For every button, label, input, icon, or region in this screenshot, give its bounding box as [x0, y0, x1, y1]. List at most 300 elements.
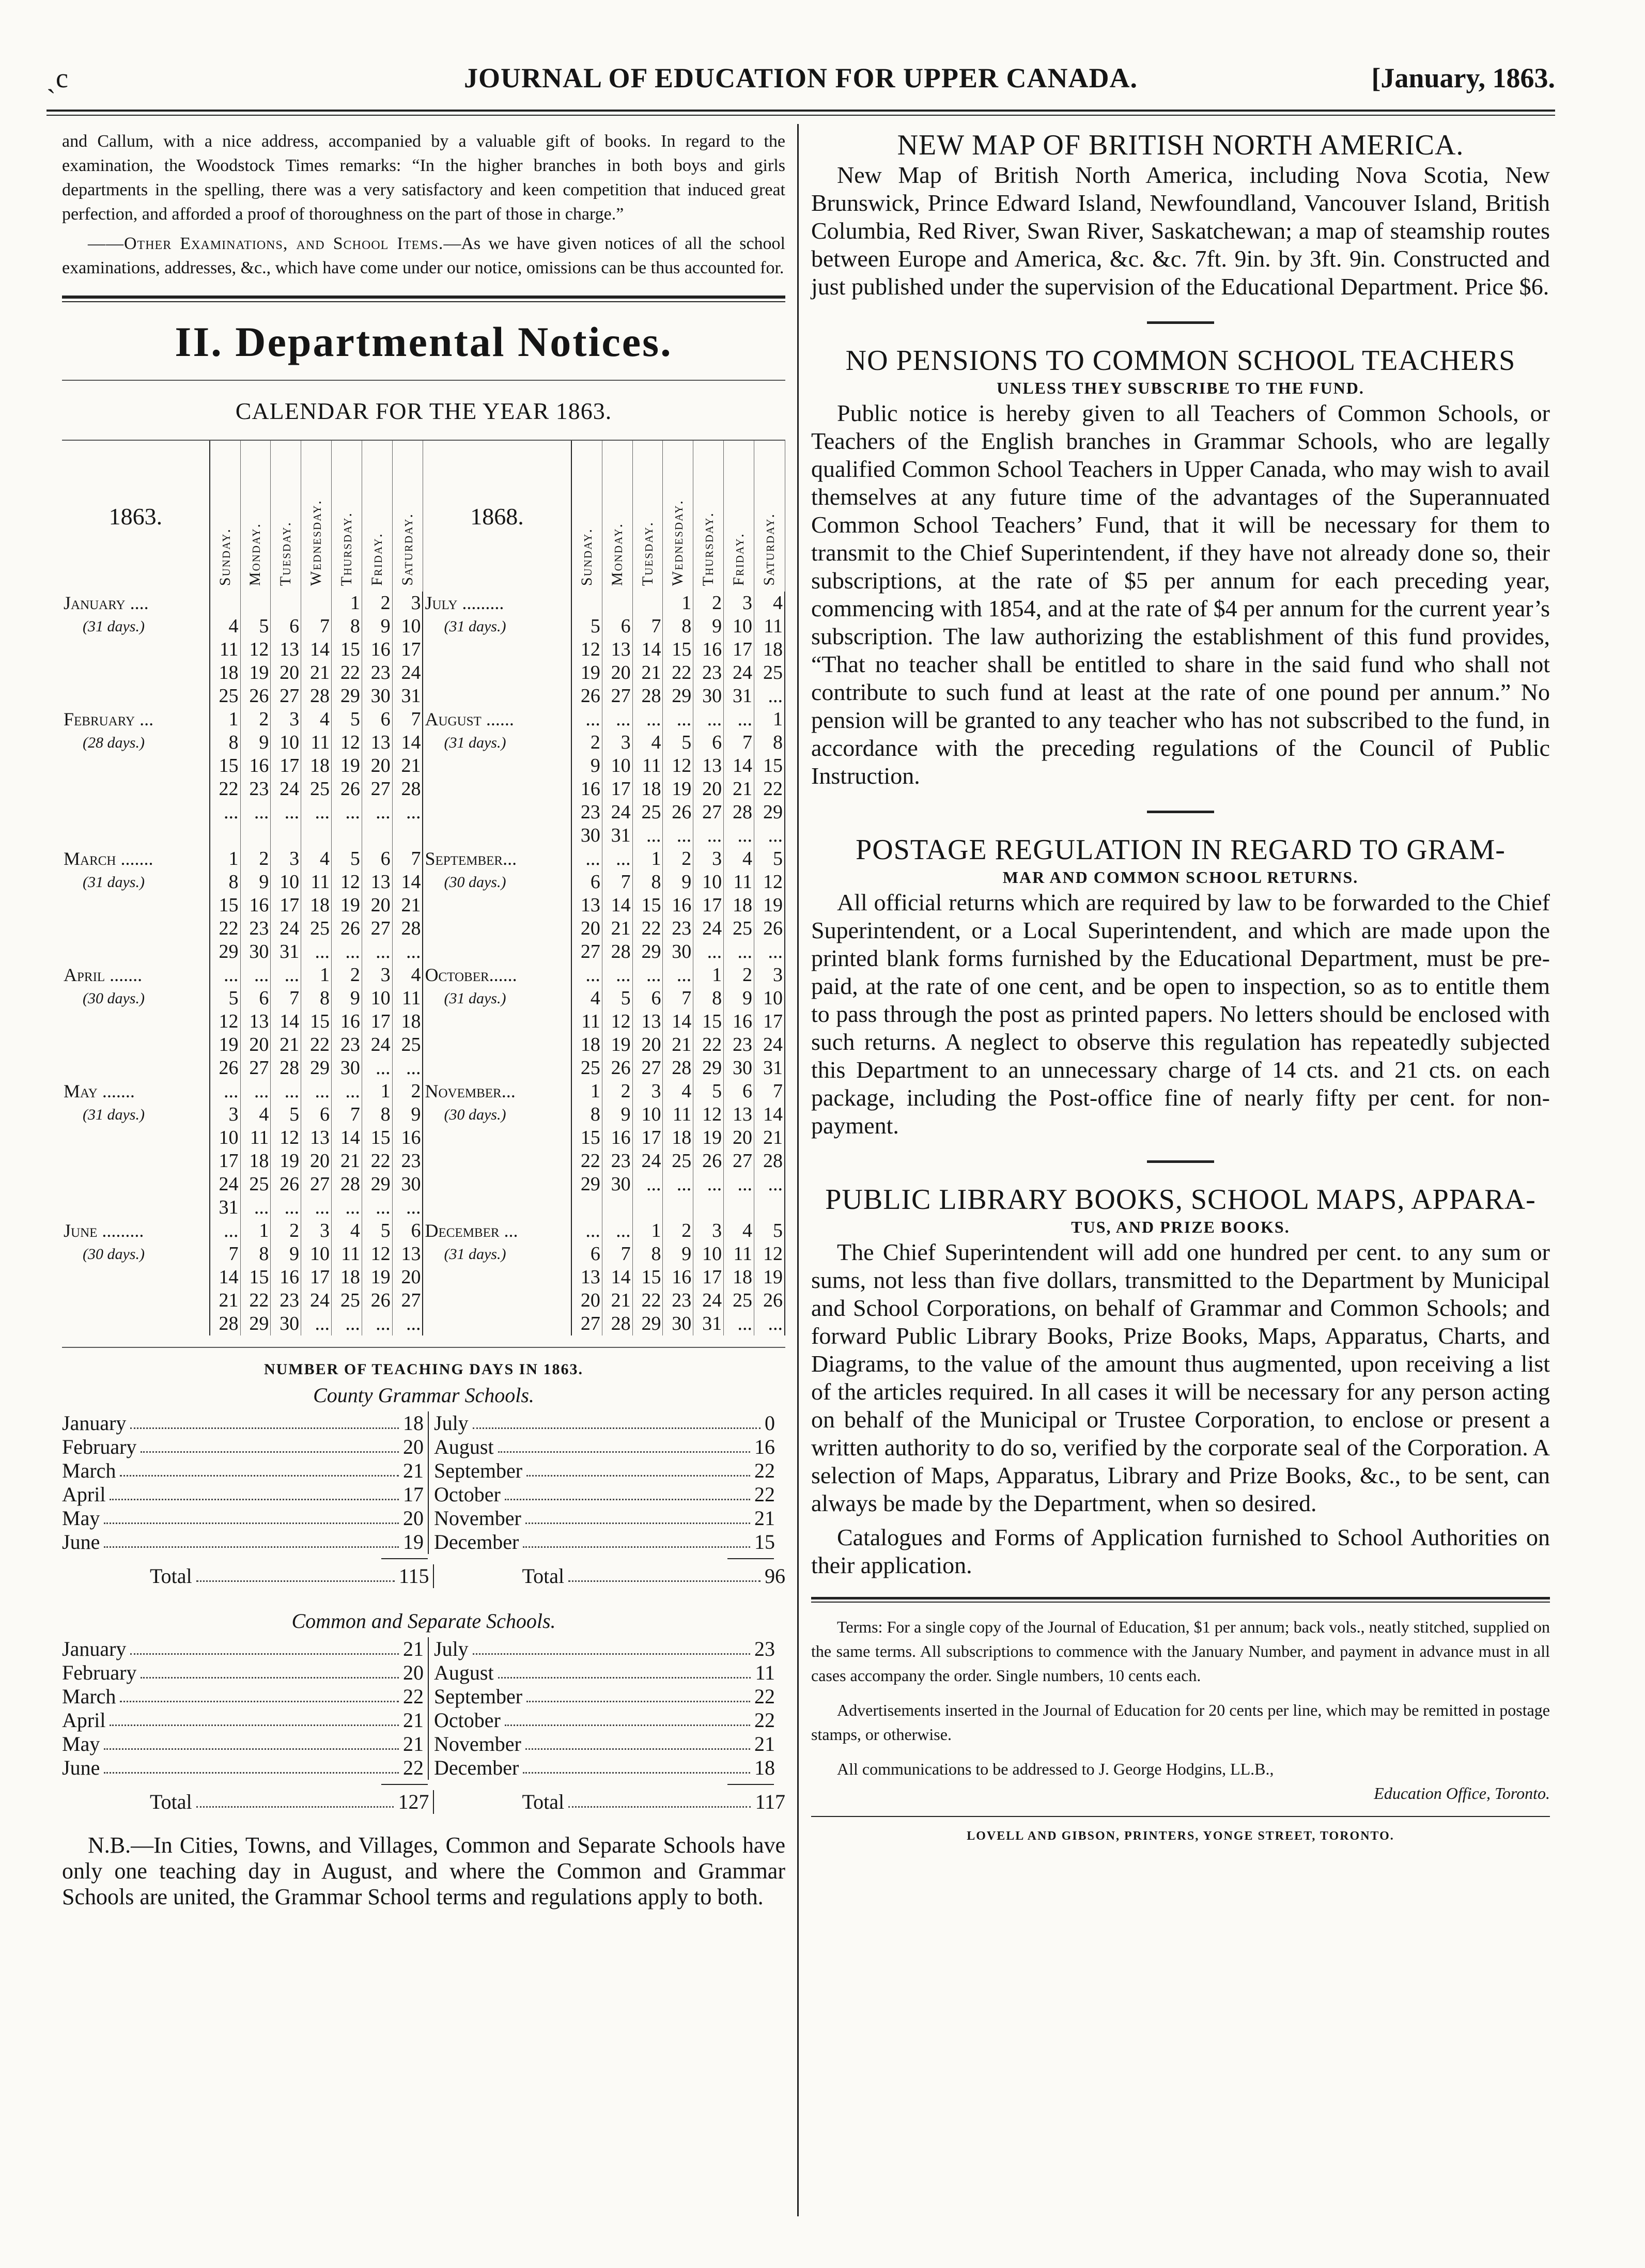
calendar-day: 9	[240, 731, 271, 754]
calendar-day: 22	[571, 1149, 602, 1173]
calendar-day: 30	[392, 1173, 423, 1196]
calendar-day: 24	[602, 801, 632, 824]
calendar-day: 21	[602, 1289, 632, 1312]
calendar-day: 9	[271, 1242, 301, 1266]
library-paragraph: The Chief Superintendent will add one hundred per cent. to any sum or sums, not less than five dollars, transmitted to the Department by Municipal and School Corporations, on behalf of Grammar and Common Schools; and forward Public Library Books, Prize Books, Maps, Apparatus, Charts, and Diagrams, to the value of the amount thus augmented, upon receiving a list of the articles required. In all cases it will be necessary for any person acting on behalf of the Municipal or Trustee Corporation, to enclose or present a written authority to do so, verified by the corporate seal of the Corporation. A selection of Maps, Apparatus, Library and Prize Books, &c., to be sent, can always be made by the Department, when so desired.	[811, 1239, 1550, 1516]
calendar-day: 21	[724, 778, 754, 801]
calendar-day: 11	[301, 871, 332, 894]
calendar-day: 28	[754, 1149, 785, 1173]
calendar-row	[62, 871, 785, 894]
calendar-day: 30	[571, 824, 602, 847]
month-days-count: (31 days.)	[62, 615, 210, 638]
calendar-day: 27	[724, 1149, 754, 1173]
teaching-days-right	[429, 1483, 775, 1506]
month-days-count: (30 days.)	[62, 987, 210, 1010]
calendar-day	[602, 1196, 632, 1219]
calendar-day: 31	[602, 824, 632, 847]
calendar-day: 6	[571, 871, 602, 894]
issue-date: [January, 1863.	[1371, 63, 1555, 94]
calendar-day: 8	[210, 731, 240, 754]
calendar-day: 5	[240, 615, 271, 638]
day-count: 18	[754, 1756, 775, 1779]
calendar-day: 2	[392, 1080, 423, 1103]
dot-leader	[141, 1661, 399, 1679]
calendar-day: 2	[332, 964, 362, 987]
calendar-day: 28	[663, 1057, 693, 1080]
calendar-day: ...	[332, 1312, 362, 1335]
calendar-day: ...	[301, 1080, 332, 1103]
calendar-day: 7	[602, 871, 632, 894]
calendar-day: 25	[632, 801, 663, 824]
calendar-day: 25	[210, 685, 240, 708]
calendar-day: 23	[663, 1289, 693, 1312]
calendar-day: 17	[602, 778, 632, 801]
calendar-day: 21	[632, 661, 663, 685]
calendar-day: 4	[724, 1219, 754, 1242]
calendar-day: 10	[210, 1126, 240, 1149]
calendar-day: 23	[571, 801, 602, 824]
teaching-days-left	[62, 1685, 429, 1708]
day-count: 22	[754, 1708, 775, 1732]
dot-leader	[110, 1708, 399, 1726]
calendar-day: 13	[392, 1242, 423, 1266]
day-count: 20	[403, 1506, 424, 1530]
common-separate-table	[62, 1637, 785, 1814]
calendar-day: 28	[301, 685, 332, 708]
calendar-day: 17	[693, 894, 724, 917]
calendar-day: ...	[362, 940, 392, 964]
calendar-day: ...	[362, 1196, 392, 1219]
calendar-day: 19	[754, 894, 785, 917]
calendar-day: 9	[362, 615, 392, 638]
calendar-day: 22	[210, 917, 240, 940]
calendar-day: 11	[632, 754, 663, 778]
weekday-header: Thursday.	[332, 441, 362, 592]
calendar-day: 16	[602, 1126, 632, 1149]
calendar-day: 29	[240, 1312, 271, 1335]
calendar-day: 14	[271, 1010, 301, 1033]
calendar-month-spacer	[62, 1173, 210, 1196]
calendar-day: 7	[724, 731, 754, 754]
calendar-day: 25	[240, 1173, 271, 1196]
calendar-day: 8	[332, 615, 362, 638]
teaching-days-row	[62, 1685, 785, 1708]
calendar-day: 1	[754, 708, 785, 731]
day-count: 21	[403, 1459, 424, 1482]
calendar-row	[62, 1080, 785, 1103]
calendar-day: 5	[754, 847, 785, 871]
dot-leader	[526, 1685, 750, 1702]
calendar-day: 4	[301, 847, 332, 871]
calendar-day: 15	[571, 1126, 602, 1149]
calendar-day: 15	[332, 638, 362, 661]
calendar-day: 16	[693, 638, 724, 661]
weekday-header: Sunday.	[571, 441, 602, 592]
teaching-days-row	[62, 1661, 785, 1685]
calendar-day: 27	[301, 1173, 332, 1196]
calendar-day: 10	[693, 1242, 724, 1266]
day-count: 22	[754, 1483, 775, 1506]
teaching-days-right	[429, 1756, 775, 1780]
calendar-day: ...	[301, 1312, 332, 1335]
calendar-day	[632, 1196, 663, 1219]
teaching-days-row	[62, 1435, 785, 1459]
calendar-row	[62, 1219, 785, 1242]
dot-leader	[498, 1435, 750, 1453]
calendar-day: 17	[210, 1149, 240, 1173]
calendar-day: ...	[362, 1057, 392, 1080]
calendar-month-spacer	[62, 1266, 210, 1289]
calendar-day: ...	[392, 801, 423, 824]
calendar-day: 29	[362, 1173, 392, 1196]
calendar-day: 23	[240, 917, 271, 940]
calendar-day: 30	[332, 1057, 362, 1080]
calendar-day: 29	[301, 1057, 332, 1080]
calendar-day: 17	[271, 894, 301, 917]
calendar-day: 23	[362, 661, 392, 685]
calendar-day: ...	[210, 801, 240, 824]
calendar-row	[62, 638, 785, 661]
calendar-day: 16	[663, 894, 693, 917]
calendar-day: 16	[362, 638, 392, 661]
calendar-day: 8	[754, 731, 785, 754]
calendar-day: 26	[210, 1057, 240, 1080]
calendar-day: 31	[693, 1312, 724, 1335]
day-count: 21	[403, 1732, 424, 1756]
calendar-day: 23	[240, 778, 271, 801]
calendar-day: 22	[663, 661, 693, 685]
calendar-day: 16	[240, 894, 271, 917]
calendar-day: 24	[271, 917, 301, 940]
communications-paragraph: All communications to be addressed to J. George Hodgins, LL.B.,	[837, 1760, 1274, 1778]
calendar-day: ...	[392, 1057, 423, 1080]
calendar-day: 13	[240, 1010, 271, 1033]
calendar-day: 3	[724, 592, 754, 615]
calendar-day: 16	[571, 778, 602, 801]
calendar-day	[271, 824, 301, 847]
calendar-day: 14	[724, 754, 754, 778]
calendar-day: 24	[724, 661, 754, 685]
calendar-day: 10	[754, 987, 785, 1010]
calendar-day: 20	[571, 917, 602, 940]
calendar-day: 4	[754, 592, 785, 615]
calendar-month-label: April .......	[62, 964, 210, 987]
calendar-day: 12	[362, 1242, 392, 1266]
calendar-day: ...	[754, 685, 785, 708]
calendar-day: 26	[754, 917, 785, 940]
calendar-day: 2	[693, 592, 724, 615]
other-examinations-lead: ——Other Examinations, and School Items.	[88, 234, 444, 253]
calendar-day: ...	[602, 708, 632, 731]
dot-leader	[525, 1506, 750, 1524]
calendar-day: 17	[754, 1010, 785, 1033]
calendar-day: 3	[210, 1103, 240, 1126]
calendar-day: ...	[663, 824, 693, 847]
calendar-bottom-rule	[62, 1347, 785, 1348]
calendar-day: 30	[693, 685, 724, 708]
calendar-day: 13	[362, 731, 392, 754]
month-label: December	[434, 1530, 519, 1554]
day-count: 21	[403, 1708, 424, 1732]
calendar-month-spacer	[423, 1149, 571, 1173]
calendar-day: 26	[693, 1149, 724, 1173]
calendar-day: 25	[663, 1149, 693, 1173]
calendar-day: 25	[301, 917, 332, 940]
month-label: March	[62, 1459, 116, 1482]
day-count: 22	[754, 1685, 775, 1708]
dot-leader	[473, 1411, 761, 1429]
calendar-day: 12	[271, 1126, 301, 1149]
calendar-row	[62, 778, 785, 801]
calendar-day: 12	[663, 754, 693, 778]
calendar-month-spacer	[62, 1010, 210, 1033]
calendar-day: ...	[240, 801, 271, 824]
calendar-day: 1	[632, 847, 663, 871]
calendar-day: 27	[632, 1057, 663, 1080]
calendar-day: 14	[602, 894, 632, 917]
calendar-day: 16	[392, 1126, 423, 1149]
calendar-month-spacer	[423, 661, 571, 685]
month-label: April	[62, 1708, 106, 1732]
calendar-month-label: January ....	[62, 592, 210, 615]
dot-leader	[130, 1411, 399, 1429]
calendar-day: ...	[602, 964, 632, 987]
calendar-day: 5	[362, 1219, 392, 1242]
calendar-day: 15	[663, 638, 693, 661]
calendar-day: 6	[632, 987, 663, 1010]
calendar-day: 18	[663, 1126, 693, 1149]
weekday-header: Saturday.	[392, 441, 423, 592]
calendar-day: 1	[362, 1080, 392, 1103]
advertisements-paragraph: Advertisements inserted in the Journal of Education for 20 cents per line, which may be remitted in postage stamps, or otherwise.	[811, 1701, 1550, 1744]
calendar-day: 9	[663, 1242, 693, 1266]
calendar-day: 2	[663, 847, 693, 871]
library-subheading: TUS, AND PRIZE BOOKS.	[1071, 1218, 1290, 1236]
library-heading: PUBLIC LIBRARY BOOKS, SCHOOL MAPS, APPARA-	[825, 1184, 1536, 1216]
calendar-day: ...	[724, 1173, 754, 1196]
calendar-day: 20	[362, 754, 392, 778]
calendar-month-label: November...	[423, 1080, 571, 1103]
total-label: Total	[150, 1564, 192, 1588]
communications-address: Education Office, Toronto.	[1374, 1784, 1550, 1803]
calendar-day: ...	[632, 824, 663, 847]
calendar-day: 1	[210, 708, 240, 731]
calendar-day: 20	[571, 1289, 602, 1312]
calendar-day: 8	[571, 1103, 602, 1126]
dot-leader	[120, 1685, 399, 1702]
terms-paragraph: Terms: For a single copy of the Journal of Education, $1 per annum; back vols., neatly stitched, supplied on the same terms. All subscriptions to commence with the January Number, and payment in advance must in all cases accompany the order. Single numbers, 10 cents each.	[811, 1618, 1550, 1685]
calendar-day: 19	[362, 1266, 392, 1289]
calendar-day: ...	[663, 964, 693, 987]
dot-leader	[120, 1459, 399, 1477]
calendar-day: 27	[362, 778, 392, 801]
calendar-row	[62, 847, 785, 871]
calendar-day: 21	[602, 917, 632, 940]
calendar-day: 31	[210, 1196, 240, 1219]
calendar-day: 5	[332, 847, 362, 871]
month-label: July	[434, 1637, 469, 1660]
calendar-day: 3	[362, 964, 392, 987]
calendar-month-spacer	[423, 685, 571, 708]
calendar-row	[62, 731, 785, 754]
printer-imprint: LOVELL AND GIBSON, PRINTERS, YONGE STREET, TORONTO.	[967, 1829, 1394, 1843]
teaching-days-left	[62, 1530, 429, 1554]
calendar-day: 4	[210, 615, 240, 638]
calendar-day: 11	[754, 615, 785, 638]
common-separate-title: Common and Separate Schools.	[291, 1609, 556, 1633]
calendar-month-spacer	[62, 1149, 210, 1173]
calendar-day: 14	[602, 1266, 632, 1289]
calendar-day: 6	[362, 708, 392, 731]
weekday-header: Saturday.	[754, 441, 785, 592]
teaching-days-total	[62, 1790, 785, 1814]
calendar-day: 7	[663, 987, 693, 1010]
calendar-day: 18	[210, 661, 240, 685]
calendar-day: 4	[332, 1219, 362, 1242]
calendar-day: 26	[571, 685, 602, 708]
calendar-day: 2	[240, 847, 271, 871]
dot-leader	[498, 1661, 751, 1679]
calendar-day: 15	[754, 754, 785, 778]
pension-subheading: UNLESS THEY SUBSCRIBE TO THE FUND.	[997, 379, 1364, 397]
calendar-day: 18	[392, 1010, 423, 1033]
calendar-month-spacer	[62, 824, 210, 847]
calendar-day: 5	[602, 987, 632, 1010]
month-days-count: (30 days.)	[423, 871, 571, 894]
calendar-day: 13	[724, 1103, 754, 1126]
calendar-day: 10	[271, 731, 301, 754]
calendar-day: ...	[693, 708, 724, 731]
calendar-day: 5	[754, 1219, 785, 1242]
calendar-day: ...	[332, 940, 362, 964]
calendar-day: 22	[632, 1289, 663, 1312]
calendar-day: 18	[571, 1033, 602, 1057]
dot-leader	[104, 1530, 399, 1548]
calendar-day: ...	[571, 847, 602, 871]
calendar-month-label: October......	[423, 964, 571, 987]
calendar-day: 2	[362, 592, 392, 615]
calendar-day: 24	[693, 1289, 724, 1312]
calendar-day	[392, 824, 423, 847]
column-divider	[797, 124, 799, 2216]
calendar-day: 12	[571, 638, 602, 661]
calendar-day: 27	[602, 685, 632, 708]
calendar-day: 14	[663, 1010, 693, 1033]
calendar-day: 12	[754, 1242, 785, 1266]
teaching-days-right	[429, 1530, 775, 1554]
calendar-day: ...	[271, 801, 301, 824]
calendar-day: 17	[724, 638, 754, 661]
calendar-month-spacer	[62, 940, 210, 964]
day-count: 23	[754, 1637, 775, 1660]
calendar-day: 14	[632, 638, 663, 661]
dot-leader	[196, 1564, 395, 1582]
teaching-days-left	[62, 1411, 429, 1435]
calendar-month-spacer	[423, 917, 571, 940]
calendar-day	[301, 824, 332, 847]
divider-rule	[1147, 1160, 1214, 1163]
teaching-days-row	[62, 1756, 785, 1780]
calendar-day: 1	[210, 847, 240, 871]
calendar-day	[332, 824, 362, 847]
calendar-row	[62, 1126, 785, 1149]
calendar-day: 4	[301, 708, 332, 731]
calendar-day: 18	[724, 894, 754, 917]
calendar-day: 6	[392, 1219, 423, 1242]
calendar-day	[240, 592, 271, 615]
calendar-day: ...	[632, 1173, 663, 1196]
calendar-day: 31	[724, 685, 754, 708]
calendar-day: 15	[240, 1266, 271, 1289]
calendar-day: 7	[602, 1242, 632, 1266]
teaching-days-total	[62, 1564, 785, 1588]
calendar-day: 7	[392, 708, 423, 731]
calendar-day: ...	[693, 1173, 724, 1196]
calendar-day: 3	[392, 592, 423, 615]
calendar-month-spacer	[423, 1010, 571, 1033]
calendar-day: 1	[332, 592, 362, 615]
calendar-month-spacer	[423, 824, 571, 847]
calendar-day: 6	[602, 615, 632, 638]
weekday-header: Tuesday.	[632, 441, 663, 592]
divider-rule	[1147, 321, 1214, 324]
section-rule-thin	[62, 301, 785, 302]
dot-leader	[523, 1756, 750, 1774]
month-label: September	[434, 1685, 523, 1708]
dot-leader	[141, 1435, 399, 1453]
total-label: Total	[522, 1790, 565, 1813]
day-count: 21	[754, 1506, 775, 1530]
teaching-days-right	[429, 1708, 775, 1732]
total-value: 115	[398, 1564, 429, 1588]
teaching-days-row	[62, 1732, 785, 1756]
other-examinations-paragraph	[62, 231, 785, 280]
calendar-day: 18	[301, 754, 332, 778]
day-count: 17	[403, 1483, 424, 1506]
calendar-day: ...	[271, 964, 301, 987]
month-label: February	[62, 1661, 137, 1684]
calendar-day: 2	[571, 731, 602, 754]
teaching-days-left	[62, 1459, 429, 1483]
calendar-month-label: July .........	[423, 592, 571, 615]
calendar-month-spacer	[423, 778, 571, 801]
calendar-day: 22	[332, 661, 362, 685]
calendar-day: ...	[301, 940, 332, 964]
month-label: January	[62, 1411, 127, 1435]
teaching-days-right	[429, 1685, 775, 1708]
day-count: 22	[403, 1685, 424, 1708]
calendar-day	[571, 592, 602, 615]
calendar-day: 24	[392, 661, 423, 685]
terms-rule	[811, 1597, 1550, 1599]
calendar-day: 29	[754, 801, 785, 824]
calendar-day: ...	[724, 708, 754, 731]
weekday-header: Wednesday.	[663, 441, 693, 592]
calendar-day: 25	[571, 1057, 602, 1080]
calendar-month-label: August ......	[423, 708, 571, 731]
calendar-day: 6	[362, 847, 392, 871]
weekday-header: Friday.	[362, 441, 392, 592]
calendar-month-spacer	[423, 894, 571, 917]
postage-heading: POSTAGE REGULATION IN REGARD TO GRAM-	[856, 834, 1506, 866]
county-grammar-table	[62, 1411, 785, 1588]
total-rule	[62, 1558, 785, 1559]
calendar-day: 30	[663, 1312, 693, 1335]
teaching-days-left	[62, 1637, 429, 1661]
calendar-day: 25	[724, 1289, 754, 1312]
calendar-day: 4	[240, 1103, 271, 1126]
calendar-day: 9	[693, 615, 724, 638]
